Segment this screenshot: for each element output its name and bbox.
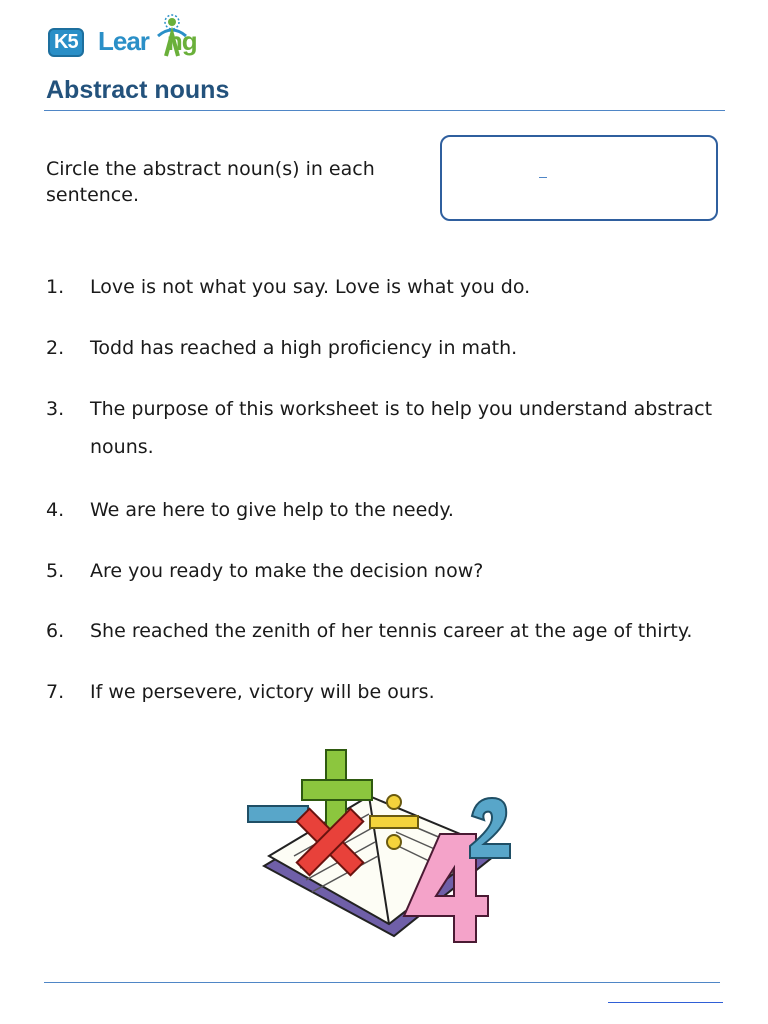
question-number: 2. [46,337,65,359]
question-number: 3. [46,398,65,420]
name-box[interactable] [440,135,718,221]
question-text: Are you ready to make the decision now? [90,560,484,582]
title-divider [44,110,725,111]
k5-learning-logo [48,14,218,60]
instruction-text: Circle the abstract noun(s) in each sentence. [46,158,375,206]
page-title: Abstract nouns [46,76,230,104]
question-number: 4. [46,499,65,521]
name-line [539,177,547,178]
question-number: 6. [46,620,65,642]
logo-person-icon [152,14,192,60]
question-text: She reached the zenith of her tennis career at the age of thirty. [90,620,693,642]
question-number: 5. [46,560,65,582]
question-number: 1. [46,276,65,298]
question-number: 7. [46,681,65,703]
footer-divider [44,982,720,983]
logo-word-tail: ng [166,26,197,56]
logo-k5-badge: K5 [48,28,84,57]
footer-link-underline[interactable] [608,1002,723,1003]
question-text: If we persevere, victory will be ours. [90,681,435,703]
question-text: Todd has reached a high proficiency in math. [90,337,518,359]
logo-word-main: Lear [98,26,149,56]
question-text: We are here to give help to the needy. [90,499,454,521]
question-text: Love is not what you say. Love is what you do. [90,276,531,298]
question-text: The purpose of this worksheet is to help you understand abstract nouns. [90,398,713,458]
math-book-illustration [244,746,524,962]
